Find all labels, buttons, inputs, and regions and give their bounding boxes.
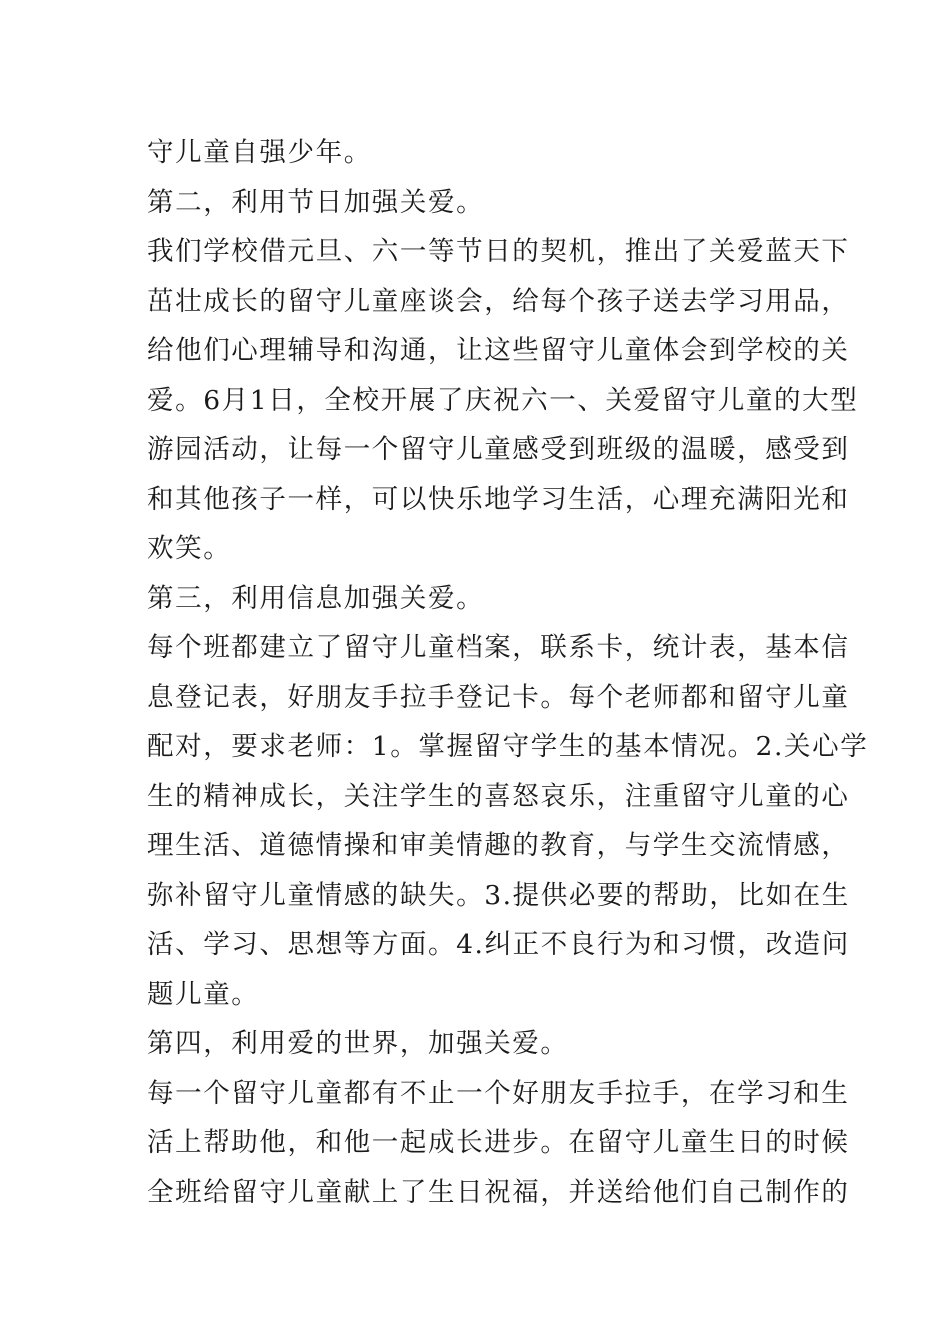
text-line: 生的精神成长，关注学生的喜怒哀乐，注重留守儿童的心	[147, 780, 850, 812]
text-line: 游园活动，让每一个留守儿童感受到班级的温暖，感受到	[147, 434, 850, 465]
text-line: 息登记表，好朋友手拉手登记卡。每个老师都和留守儿童	[147, 681, 850, 713]
text-line: 活上帮助他，和他一起成长进步。在留守儿童生日的时候	[147, 1127, 850, 1158]
text-line: 和其他孩子一样，可以快乐地学习生活，心理充满阳光和	[147, 483, 850, 515]
text-line: 活、学习、思想等方面。4.纠正不良行为和习惯，改造问	[147, 929, 850, 960]
text-line: 欢笑。	[147, 533, 232, 564]
text-line: 我们学校借元旦、六一等节日的契机，推出了关爱蓝天下	[147, 236, 850, 267]
text-line: 给他们心理辅导和沟通，让这些留守儿童体会到学校的关	[147, 335, 850, 366]
text-line: 守儿童自强少年。	[147, 137, 372, 168]
text-line: 配对，要求老师：1。掌握留守学生的基本情况。2.关心学	[147, 731, 869, 762]
section-heading: 第三，利用信息加强关爱。	[147, 582, 485, 614]
text-line: 爱。6月1日，全校开展了庆祝六一、关爱留守儿童的大型	[147, 384, 859, 416]
section-heading: 第二，利用节日加强关爱。	[147, 186, 485, 218]
text-line: 茁壮成长的留守儿童座谈会，给每个孩子送去学习用品，	[147, 285, 850, 317]
document-body	[147, 128, 869, 1217]
text-line: 每一个留守儿童都有不止一个好朋友手拉手，在学习和生	[147, 1077, 850, 1109]
section-heading: 第四，利用爱的世界，加强关爱。	[147, 1028, 569, 1059]
text-line: 题儿童。	[147, 978, 260, 1010]
text-line: 弥补留守儿童情感的缺失。3.提供必要的帮助，比如在生	[147, 879, 850, 911]
text-line: 全班给留守儿童献上了生日祝福，并送给他们自己制作的	[147, 1176, 850, 1208]
text-line: 每个班都建立了留守儿童档案，联系卡，统计表，基本信	[147, 632, 850, 663]
text-line: 理生活、道德情操和审美情趣的教育，与学生交流情感，	[147, 830, 850, 861]
